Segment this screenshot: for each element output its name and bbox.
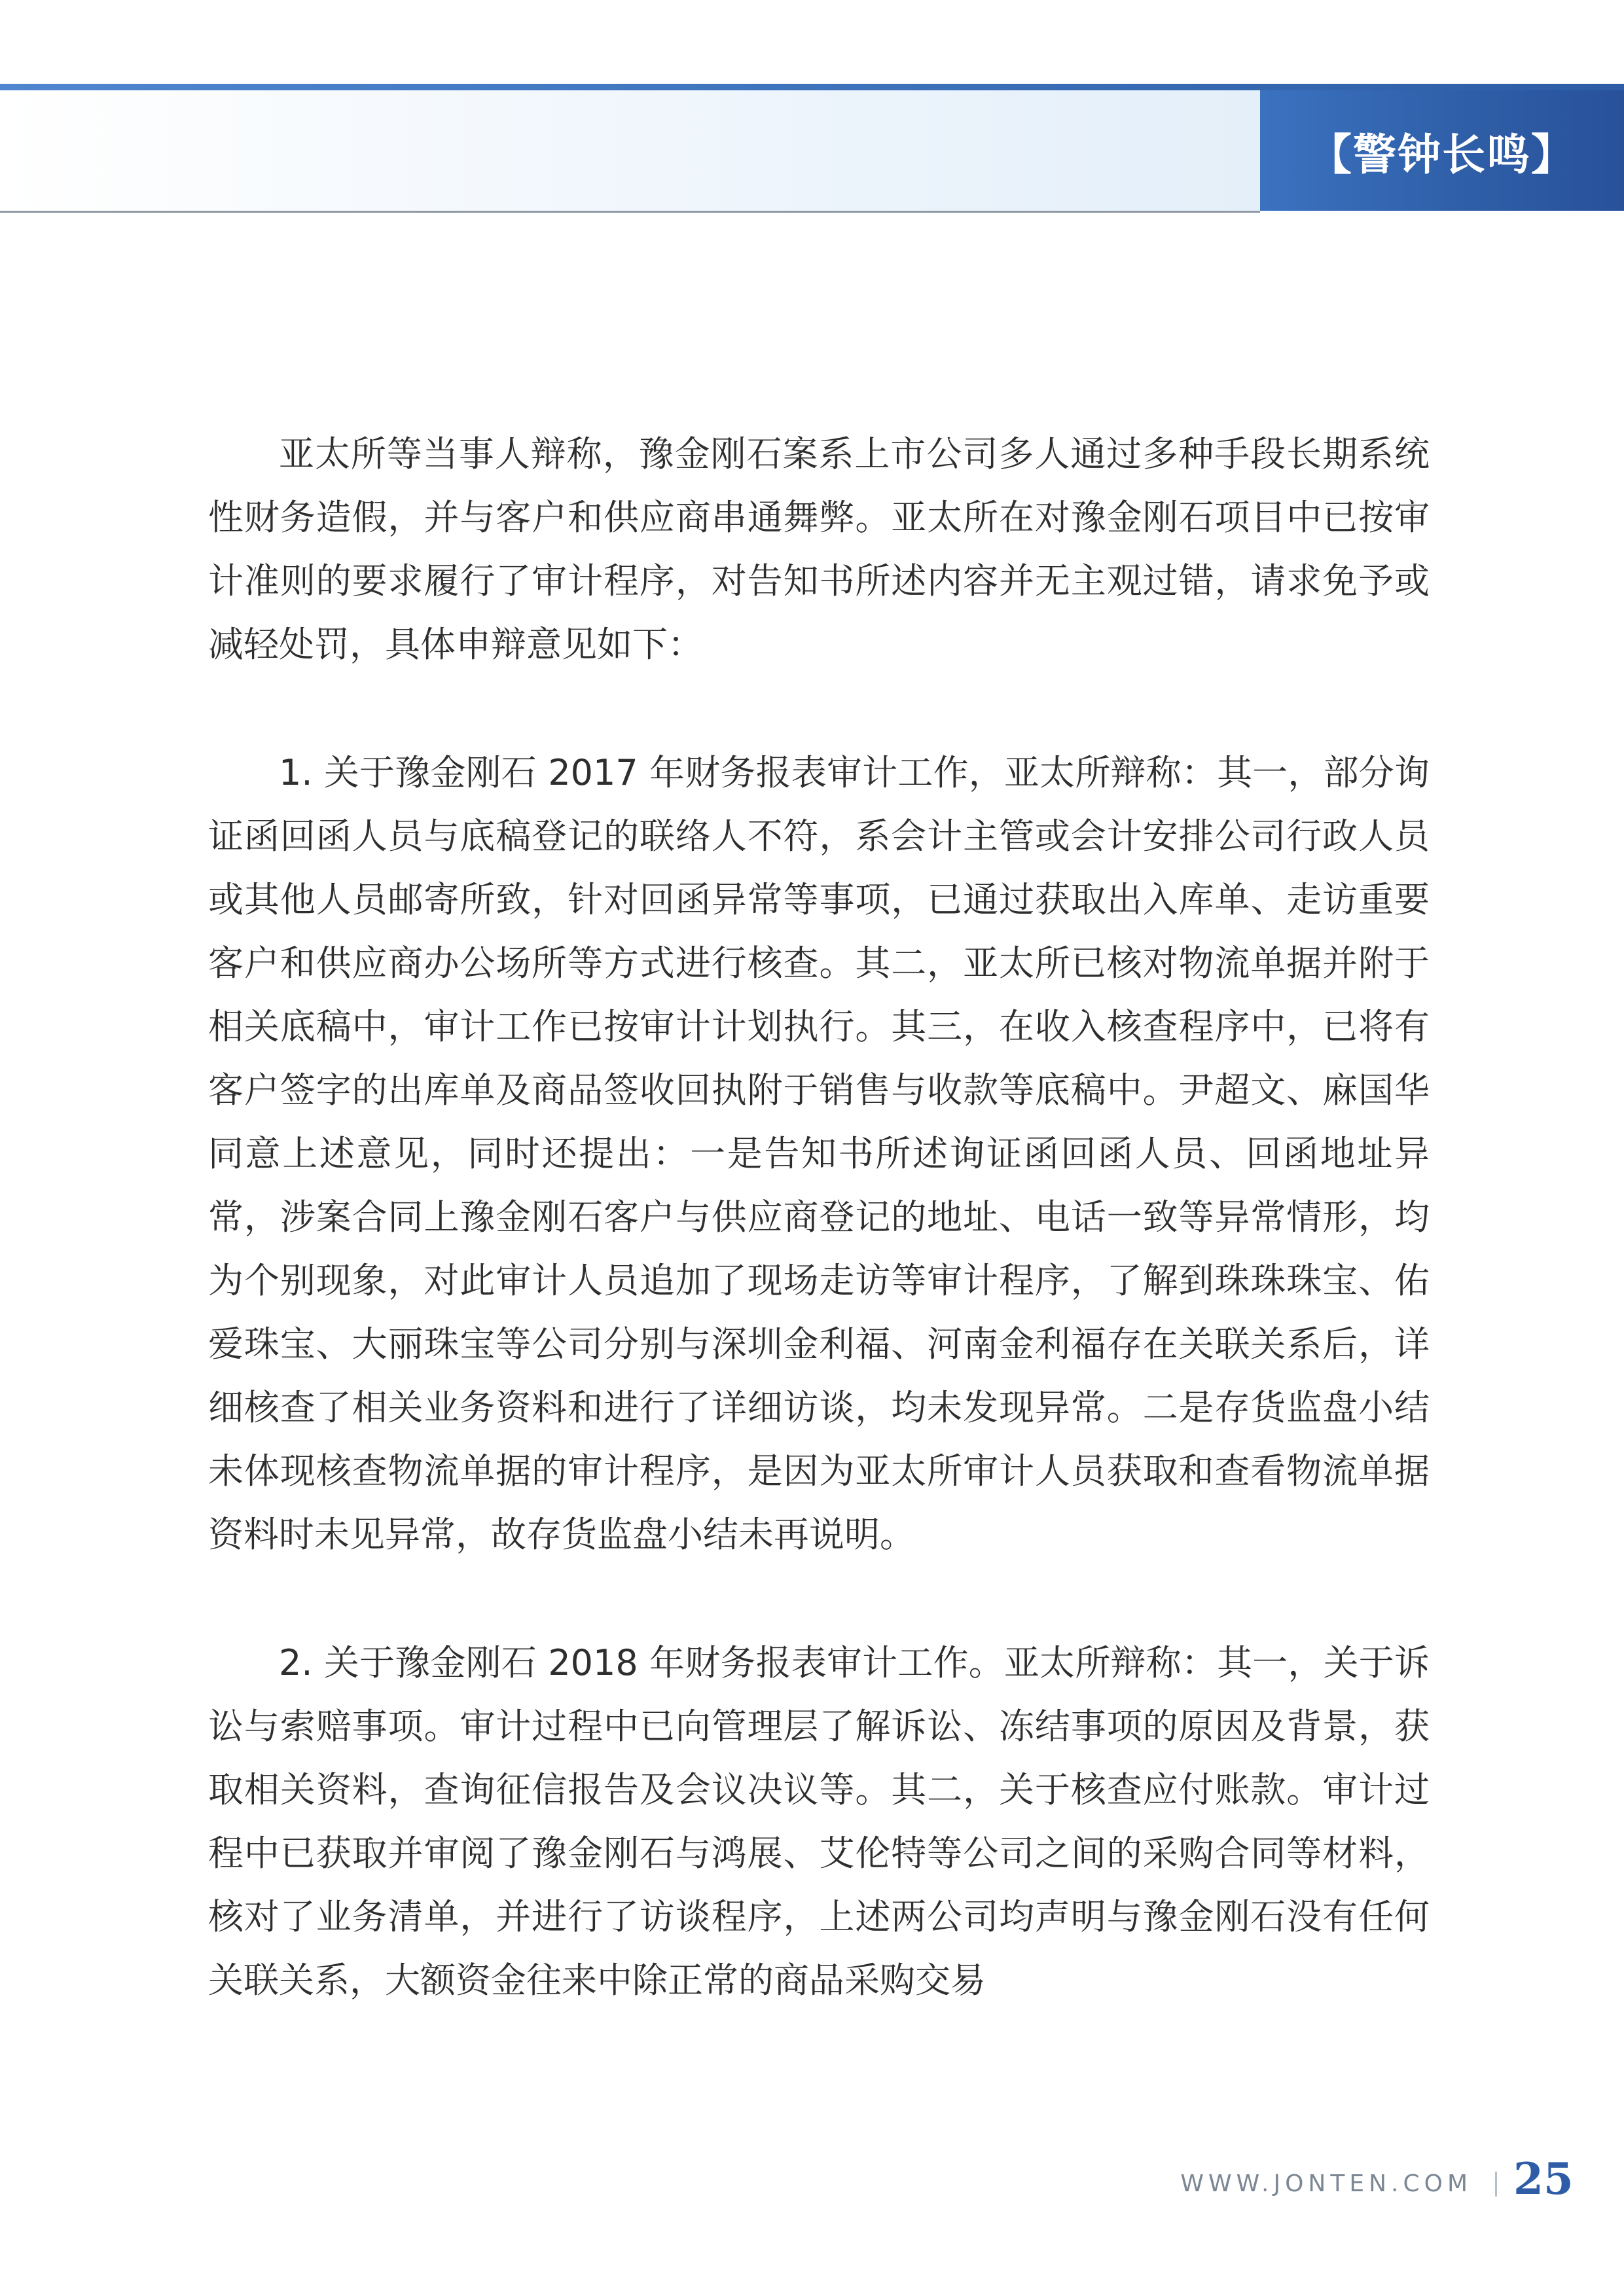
footer-website: WWW.JONTEN.COM bbox=[1180, 2170, 1472, 2197]
page-number: 25 bbox=[1513, 2153, 1574, 2204]
header-top-rule bbox=[0, 84, 1624, 90]
paragraph-intro: 亚太所等当事人辩称，豫金刚石案系上市公司多人通过多种手段长期系统性财务造假，并与客户和供应商串通舞弊。亚太所在对豫金刚石项目中已按审计准则的要求履行了审计程序，对告知书所述内容并无主观过错，请求免予或减轻处罚，具体申辩意见如下： bbox=[208, 433, 1430, 665]
paragraph-2017-audit: 1. 关于豫金刚石 2017 年财务报表审计工作，亚太所辩称：其一，部分询证函回函人员与底稿登记的联络人不符，系会计主管或会计安排公司行政人员或其他人员邮寄所致，针对回函异常等事项，已通过获取出入库单、走访重要客户和供应商办公场所等方式进行核查。其二，亚太所已核对物流单据并附于相关底稿中，审计工作已按审计计划执行。其三，在收入核查程序中，已将有客户签字的出库单及商品签收回执附于销售与收款等底稿中。尹超文、麻国华同意上述意见，同时还提出：一是告知书所述询证函回函人员、回函地址异常，涉案合同上豫金刚石客户与供应商登记的地址、电话一致等异常情形，均为个别现象，对此审计人员追加了现场走访等审计程序，了解到珠珠珠宝、佑爱珠宝、大丽珠宝等公司分别与深圳金利福、河南金利福存在关联关系后，详细核查了相关业务资料和进行了详细访谈，均未发现异常。二是存货监盘小结未体现核查物流单据的审计程序，是因为亚太所审计人员获取和查看物流单据资料时未见异常，故存货监盘小结未再说明。 bbox=[208, 752, 1430, 1555]
header-band bbox=[0, 90, 1260, 213]
section-title: 【警钟长鸣】 bbox=[1308, 128, 1576, 180]
section-tab bbox=[1260, 90, 1624, 211]
paragraph-2018-audit: 2. 关于豫金刚石 2018 年财务报表审计工作。亚太所辩称：其一，关于诉讼与索赔事项。审计过程中已向管理层了解诉讼、冻结事项的原因及背景，获取相关资料，查询征信报告及会议决议等。其二，关于核查应付账款。审计过程中已获取并审阅了豫金刚石与鸿展、艾伦特等公司之间的采购合同等材料，核对了业务清单，并进行了访谈程序，上述两公司均声明与豫金刚石没有任何关联关系，大额资金往来中除正常的商品采购交易 bbox=[208, 1642, 1430, 2001]
footer-divider bbox=[1495, 2172, 1497, 2197]
article-body bbox=[208, 422, 1430, 2012]
